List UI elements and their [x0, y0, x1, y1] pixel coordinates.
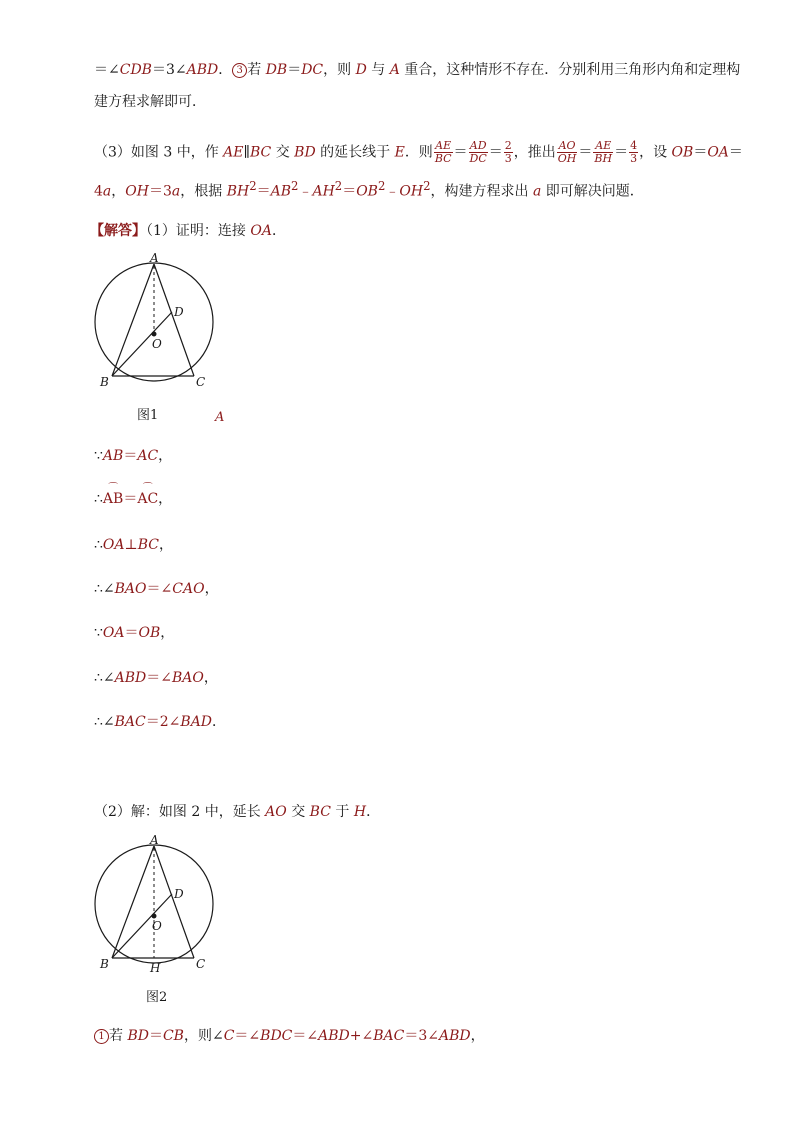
label-a: A [150, 252, 159, 265]
stray-label: A [215, 410, 225, 425]
circled-number: 1 [94, 1029, 109, 1044]
text: ＝ [614, 144, 629, 161]
text: OA [250, 223, 272, 239]
segment-bd [112, 894, 172, 958]
text: DC [301, 62, 324, 78]
text: A [389, 62, 400, 78]
text: ＝ [728, 144, 743, 161]
text: 交 [271, 144, 295, 161]
answer-heading [90, 221, 286, 241]
text: ＝ [488, 144, 503, 161]
label-o: O [152, 919, 162, 933]
last-line: 1 若 BD＝CB，则∠C＝∠BDC＝∠ABD+∠BAC＝3∠ABD， [94, 1026, 485, 1046]
text: ，设 [639, 144, 672, 161]
text: ＝ [453, 144, 468, 161]
figure-2-diagram [88, 834, 228, 984]
step-5: ∵OA＝OB， [94, 625, 175, 641]
center-point [152, 914, 157, 919]
segment-ac [154, 264, 194, 376]
text: ＝3∠ [151, 62, 187, 78]
figure-1-diagram [88, 252, 228, 402]
fraction: $\frac{AE}{BH}$ [594, 139, 613, 165]
label-c: C [196, 957, 206, 971]
step-1: ∵AB＝AC， [94, 448, 173, 464]
fraction: $\frac{AE}{BC}$ [434, 139, 452, 165]
text: 与 [366, 62, 390, 78]
segment-ab [112, 264, 154, 376]
text: （1）证明：连接 [146, 223, 251, 239]
label-a: A [150, 834, 159, 847]
text: 若 [247, 62, 266, 78]
segment-ab [112, 846, 154, 958]
text: 重合，这种情形不存在．分别利用三角形内角和定理构 [399, 62, 741, 78]
label-o: O [152, 337, 162, 351]
label-b: B [100, 957, 109, 971]
text-line-3 [94, 140, 743, 165]
fraction: $\frac{AD}{DC}$ [469, 139, 487, 165]
text: ＝ [578, 144, 593, 161]
text: ． [218, 62, 233, 78]
text: ． [271, 223, 286, 239]
fraction: $\frac{2}{3}$ [504, 139, 512, 165]
circled-number: 3 [232, 63, 247, 78]
answer-tag: 【解答】 [90, 223, 146, 239]
text: ∥ [243, 144, 250, 161]
step-3: ∴OA⊥BC， [94, 537, 173, 553]
text: ，则 [323, 62, 356, 78]
text: ABD [186, 62, 219, 78]
segment-bd [112, 312, 172, 376]
text: （3）如图 3 中，作 [94, 144, 224, 161]
figure-2-caption: 图2 [146, 990, 168, 1005]
text: ．则 [404, 144, 433, 161]
label-c: C [196, 375, 206, 389]
fraction: $\frac{4}{3}$ [630, 139, 638, 165]
figure-1-caption: 图1 [137, 408, 159, 423]
text: E [394, 144, 405, 161]
label-d: D [174, 305, 184, 319]
text-line-1 [94, 60, 740, 80]
text: ＝ [693, 144, 708, 161]
text: CDB [119, 62, 152, 78]
segment-ac [154, 846, 194, 958]
text: BD [294, 144, 316, 161]
text: 建方程求解即可． [94, 94, 206, 110]
step-7: ∴∠BAC＝2∠BAD． [94, 714, 227, 730]
text: OA [707, 144, 729, 161]
text: ，推出 [513, 144, 556, 161]
text: D [355, 62, 367, 78]
step-4: ∴∠BAO＝∠CAO， [94, 581, 219, 597]
text: ＝ [287, 62, 302, 78]
step-2: ∴⌒ AB＝⌒ AC， [94, 489, 172, 509]
arc-ac: ⌒ AC [137, 489, 158, 509]
label-h: H [150, 961, 161, 975]
step-6: ∴∠ABD＝∠BAO， [94, 670, 218, 686]
fraction: $\frac{AO}{OH}$ [557, 139, 577, 165]
arc-ab: ⌒ AB [103, 489, 123, 509]
text: OB [671, 144, 694, 161]
text: BC [249, 144, 272, 161]
text: 的延长线于 [315, 144, 395, 161]
text-line-4: 4a，OH＝3a，根据 $BH^2=AB^2﹣AH^2=OB^2﹣OH^2$，构建方程求出 a 即可解决问题． [94, 179, 644, 200]
text: ＝∠ [94, 62, 120, 78]
part-2-heading: （2）解：如图 2 中，延长 AO 交 BC 于 H． [94, 804, 381, 820]
label-d: D [174, 887, 184, 901]
text: AE [223, 144, 244, 161]
text: DB [265, 62, 288, 78]
label-b: B [100, 375, 109, 389]
text-line-2 [94, 92, 206, 112]
center-point [152, 332, 157, 337]
